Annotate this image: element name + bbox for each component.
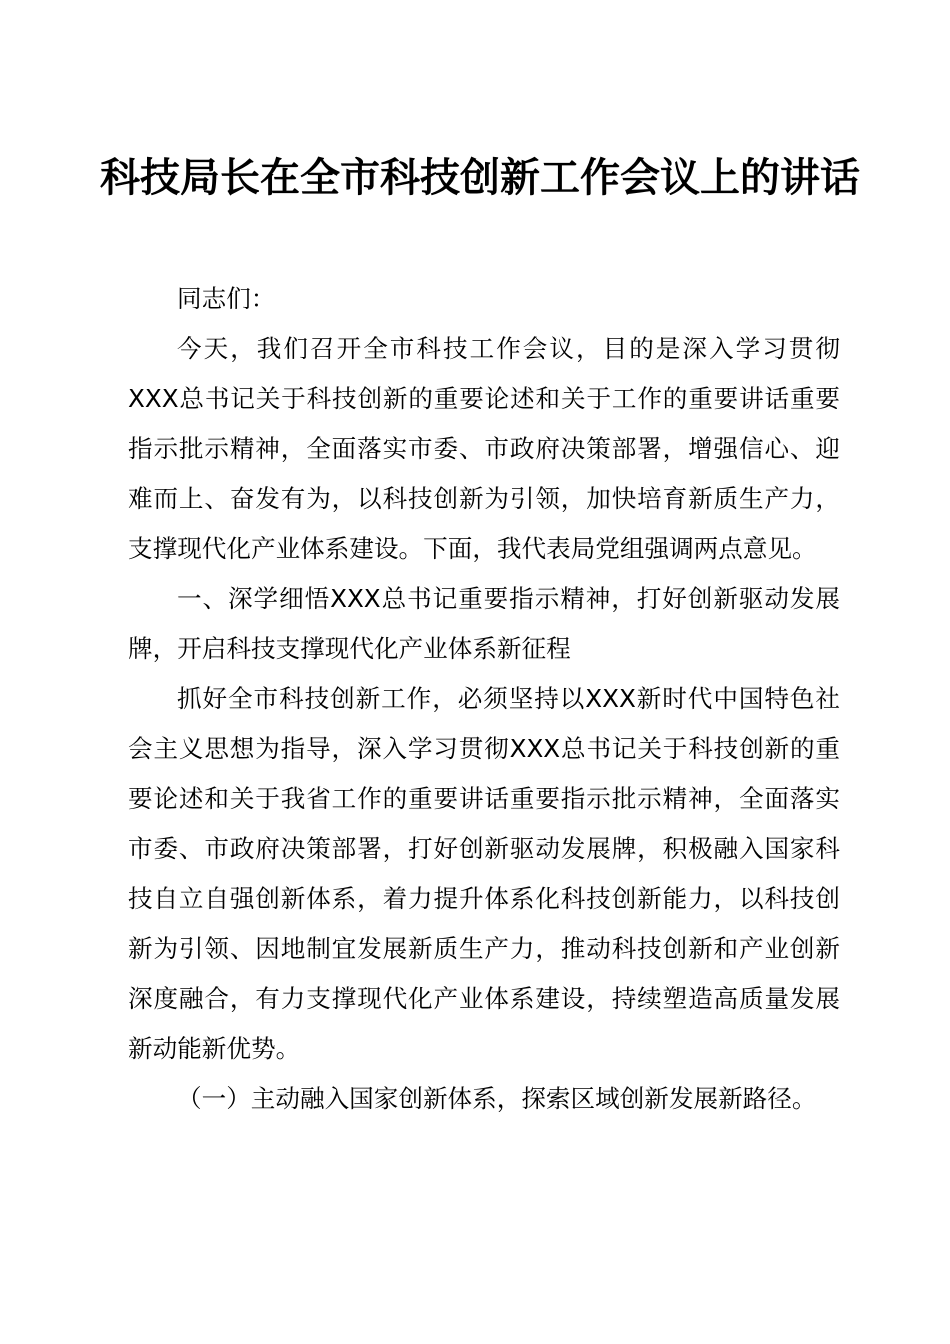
subsection-heading: （一）主动融入国家创新体系，探索区域创新发展新路径。 [177, 1084, 817, 1113]
document-title: 科技局长在全市科技创新工作会议上的讲话 [100, 154, 860, 201]
section-paragraph: 抓好全市科技创新工作，必须坚持以XXX新时代中国特色社会主义思想为指导，深入学习贯彻XXX总书记关于科技创新的重要论述和关于我省工作的重要讲话重要指示批示精神，全面落实市委、市政府决策部署，打好创新驱动发展牌，积极融入国家科技自立自强创新体系，着力提升体系化科技创新能力，以科技创新为引领、因地制宜发展新质生产力，推动科技创新和产业创新深度融合，有力支撑现代化产业体系建设，持续塑造高质量发展新动能新优势。 [128, 684, 840, 1063]
document-body [128, 274, 840, 1124]
section-heading: 一、深学细悟XXX总书记重要指示精神，打好创新驱动发展牌，开启科技支撑现代化产业体系新征程 [128, 584, 840, 663]
salutation-paragraph: 同志们： [177, 284, 276, 313]
intro-paragraph: 今天，我们召开全市科技工作会议，目的是深入学习贯彻XXX总书记关于科技创新的重要论述和关于工作的重要讲话重要指示批示精神，全面落实市委、市政府决策部署，增强信心、迎难而上、奋发有为，以科技创新为引领，加快培育新质生产力，支撑现代化产业体系建设。下面，我代表局党组强调两点意见。 [128, 334, 840, 563]
